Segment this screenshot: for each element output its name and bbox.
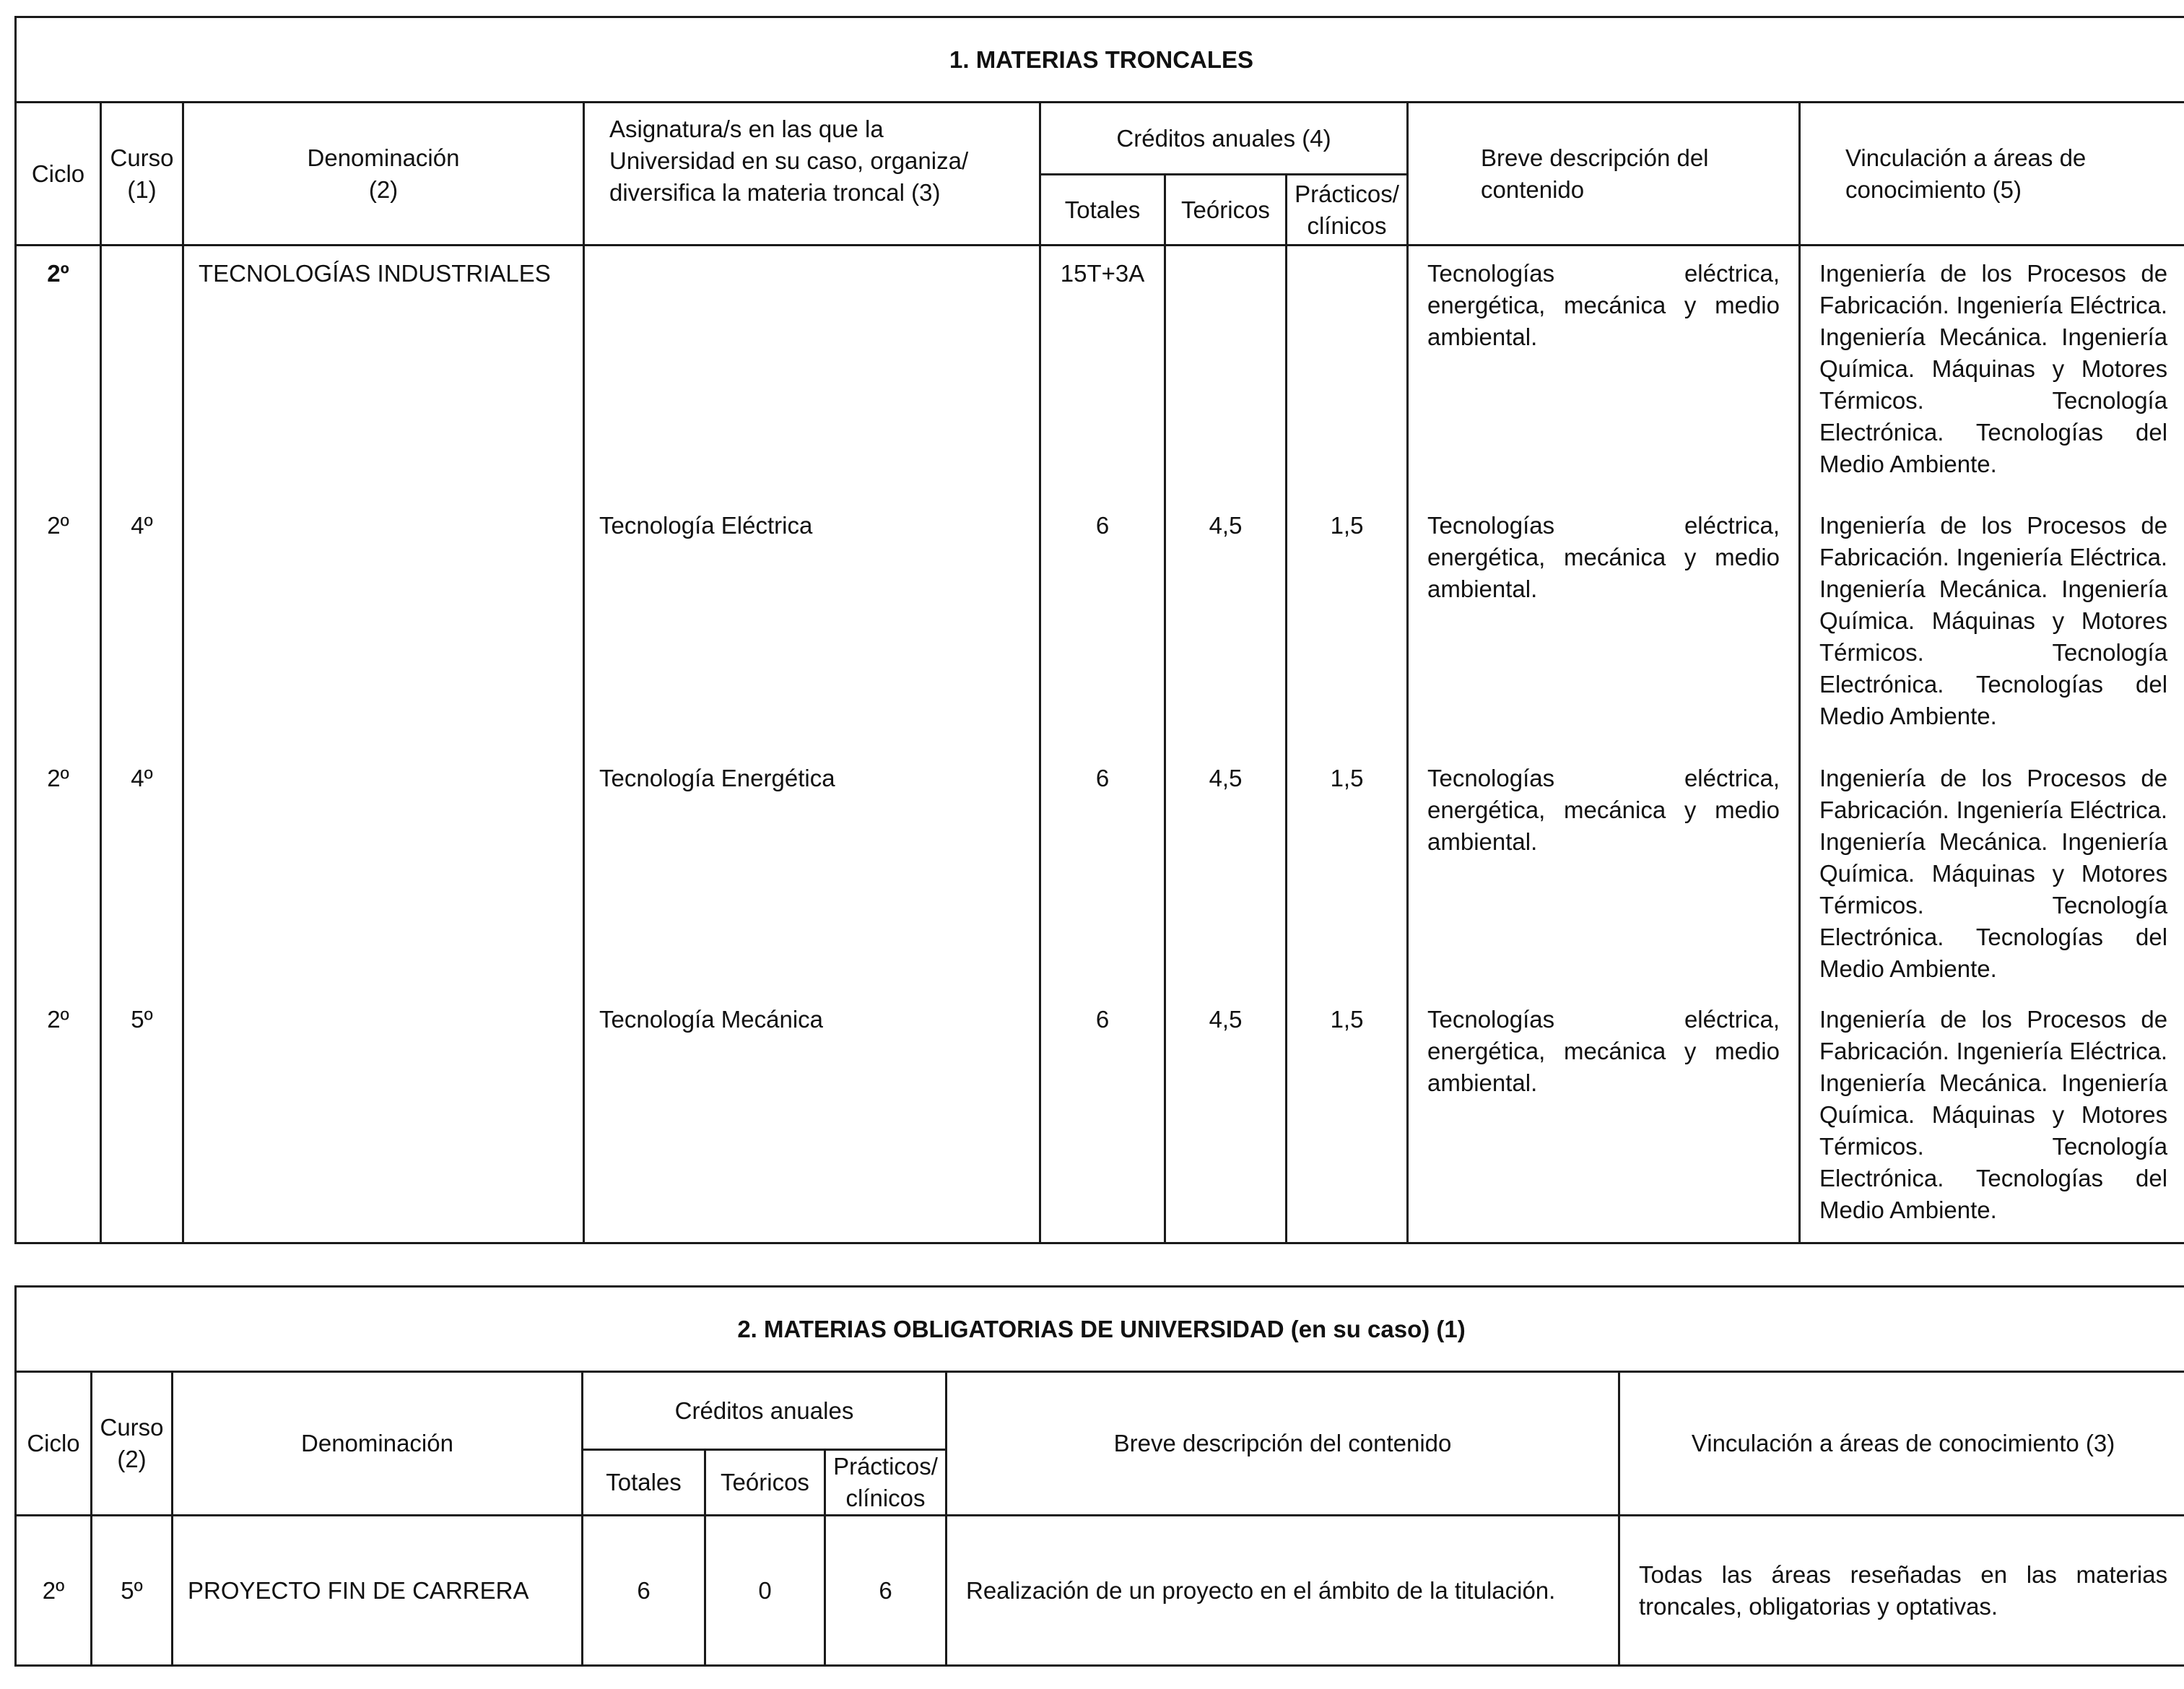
header-teoricos: Teóricos bbox=[1165, 175, 1287, 246]
header-curso-label: Curso bbox=[100, 1414, 164, 1441]
table-row bbox=[16, 246, 2184, 498]
header-denominacion-note: (2) bbox=[368, 175, 399, 203]
header-descripcion: Breve descripción del contenido bbox=[947, 1372, 1619, 1516]
header-ciclo: Ciclo bbox=[16, 103, 101, 246]
cell-totales: 15T+3A bbox=[1040, 246, 1165, 498]
header-asignatura: Asignatura/s en las que la Universidad en su caso, organiza/ diversifica la materia troncal (3) bbox=[584, 103, 1040, 246]
header-curso-note: (2) bbox=[117, 1446, 147, 1472]
cell-vinculacion: Ingeniería de los Procesos de Fabricación. Ingeniería Eléctrica. Ingeniería Mecánica. Ingeniería Química. Máquinas y Motores Térmicos. Tecnología Electrónica. Tecnologías del Medio Ambiente. bbox=[1800, 751, 2184, 992]
header-ciclo: Ciclo bbox=[16, 1372, 92, 1516]
table-row bbox=[16, 1516, 2184, 1666]
materias-troncales-table bbox=[14, 16, 2184, 1244]
header-curso-note: (1) bbox=[127, 175, 157, 203]
cell-ciclo: 2º bbox=[16, 751, 101, 992]
cell-totales: 6 bbox=[1040, 992, 1165, 1243]
table2-title: 2. MATERIAS OBLIGATORIAS DE UNIVERSIDAD (en su caso) (1) bbox=[16, 1287, 2184, 1372]
cell-totales: 6 bbox=[1040, 751, 1165, 992]
header-vinculacion: Vinculación a áreas de conocimiento (5) bbox=[1800, 103, 2184, 246]
cell-ciclo: 2º bbox=[16, 498, 101, 751]
table-row bbox=[16, 498, 2184, 751]
cell-vinculacion: Ingeniería de los Procesos de Fabricación. Ingeniería Eléctrica. Ingeniería Mecánica. Ingeniería Química. Máquinas y Motores Térmicos. Tecnología Electrónica. Tecnologías del Medio Ambiente. bbox=[1800, 498, 2184, 751]
cell-practicos bbox=[1287, 246, 1408, 498]
cell-ciclo: 2º bbox=[16, 992, 101, 1243]
cell-teoricos: 4,5 bbox=[1165, 751, 1287, 992]
cell-curso bbox=[101, 246, 183, 498]
header-curso bbox=[92, 1372, 173, 1516]
cell-totales: 6 bbox=[583, 1516, 705, 1666]
cell-asignatura: Tecnología Mecánica bbox=[584, 992, 1040, 1243]
header-curso bbox=[101, 103, 183, 246]
cell-descripcion: Tecnologías eléctrica, energética, mecánica y medio ambiental. bbox=[1408, 498, 1800, 751]
cell-vinculacion: Ingeniería de los Procesos de Fabricación. Ingeniería Eléctrica. Ingeniería Mecánica. Ingeniería Química. Máquinas y Motores Térmicos. Tecnología Electrónica. Tecnologías del Medio Ambiente. bbox=[1800, 246, 2184, 498]
cell-vinculacion: Ingeniería de los Procesos de Fabricación. Ingeniería Eléctrica. Ingeniería Mecánica. Ingeniería Química. Máquinas y Motores Térmicos. Tecnología Electrónica. Tecnologías del Medio Ambiente. bbox=[1800, 992, 2184, 1243]
header-creditos-anuales: Créditos anuales (4) bbox=[1040, 103, 1408, 175]
cell-ciclo: 2º bbox=[16, 246, 101, 498]
cell-curso: 4º bbox=[101, 498, 183, 751]
header-teoricos: Teóricos bbox=[705, 1450, 825, 1516]
cell-descripcion: Tecnologías eléctrica, energética, mecánica y medio ambiental. bbox=[1408, 751, 1800, 992]
materias-obligatorias-table bbox=[14, 1285, 2184, 1667]
cell-practicos: 1,5 bbox=[1287, 992, 1408, 1243]
cell-denominacion bbox=[183, 992, 584, 1243]
header-totales: Totales bbox=[1040, 175, 1165, 246]
cell-teoricos: 0 bbox=[705, 1516, 825, 1666]
cell-denominacion bbox=[183, 751, 584, 992]
cell-denominacion: TECNOLOGÍAS INDUSTRIALES bbox=[183, 246, 584, 498]
cell-totales: 6 bbox=[1040, 498, 1165, 751]
cell-asignatura: Tecnología Energética bbox=[584, 751, 1040, 992]
cell-teoricos: 4,5 bbox=[1165, 498, 1287, 751]
cell-curso: 5º bbox=[92, 1516, 173, 1666]
table-row bbox=[16, 992, 2184, 1243]
cell-curso: 4º bbox=[101, 751, 183, 992]
cell-practicos: 6 bbox=[825, 1516, 947, 1666]
cell-descripcion: Tecnologías eléctrica, energética, mecánica y medio ambiental. bbox=[1408, 246, 1800, 498]
header-denominacion-label: Denominación bbox=[307, 144, 460, 171]
header-creditos-anuales: Créditos anuales bbox=[583, 1372, 947, 1450]
cell-descripcion: Realización de un proyecto en el ámbito de la titulación. bbox=[947, 1516, 1619, 1666]
header-vinculacion: Vinculación a áreas de conocimiento (3) bbox=[1619, 1372, 2184, 1516]
cell-asignatura: Tecnología Eléctrica bbox=[584, 498, 1040, 751]
header-practicos: Prácticos/ clínicos bbox=[1287, 175, 1408, 246]
cell-vinculacion: Todas las áreas reseñadas en las materias troncales, obligatorias y optativas. bbox=[1619, 1516, 2184, 1666]
header-denominacion: Denominación bbox=[173, 1372, 583, 1516]
table-row bbox=[16, 751, 2184, 992]
cell-denominacion bbox=[183, 498, 584, 751]
header-practicos: Prácticos/ clínicos bbox=[825, 1450, 947, 1516]
cell-teoricos bbox=[1165, 246, 1287, 498]
cell-denominacion: PROYECTO FIN DE CARRERA bbox=[173, 1516, 583, 1666]
header-denominacion bbox=[183, 103, 584, 246]
table1-title: 1. MATERIAS TRONCALES bbox=[16, 17, 2184, 103]
header-totales: Totales bbox=[583, 1450, 705, 1516]
cell-practicos: 1,5 bbox=[1287, 751, 1408, 992]
cell-descripcion: Tecnologías eléctrica, energética, mecánica y medio ambiental. bbox=[1408, 992, 1800, 1243]
cell-teoricos: 4,5 bbox=[1165, 992, 1287, 1243]
header-curso-label: Curso bbox=[110, 144, 174, 171]
header-descripcion: Breve descripción del contenido bbox=[1408, 103, 1800, 246]
cell-asignatura bbox=[584, 246, 1040, 498]
cell-curso: 5º bbox=[101, 992, 183, 1243]
cell-practicos: 1,5 bbox=[1287, 498, 1408, 751]
cell-ciclo: 2º bbox=[16, 1516, 92, 1666]
